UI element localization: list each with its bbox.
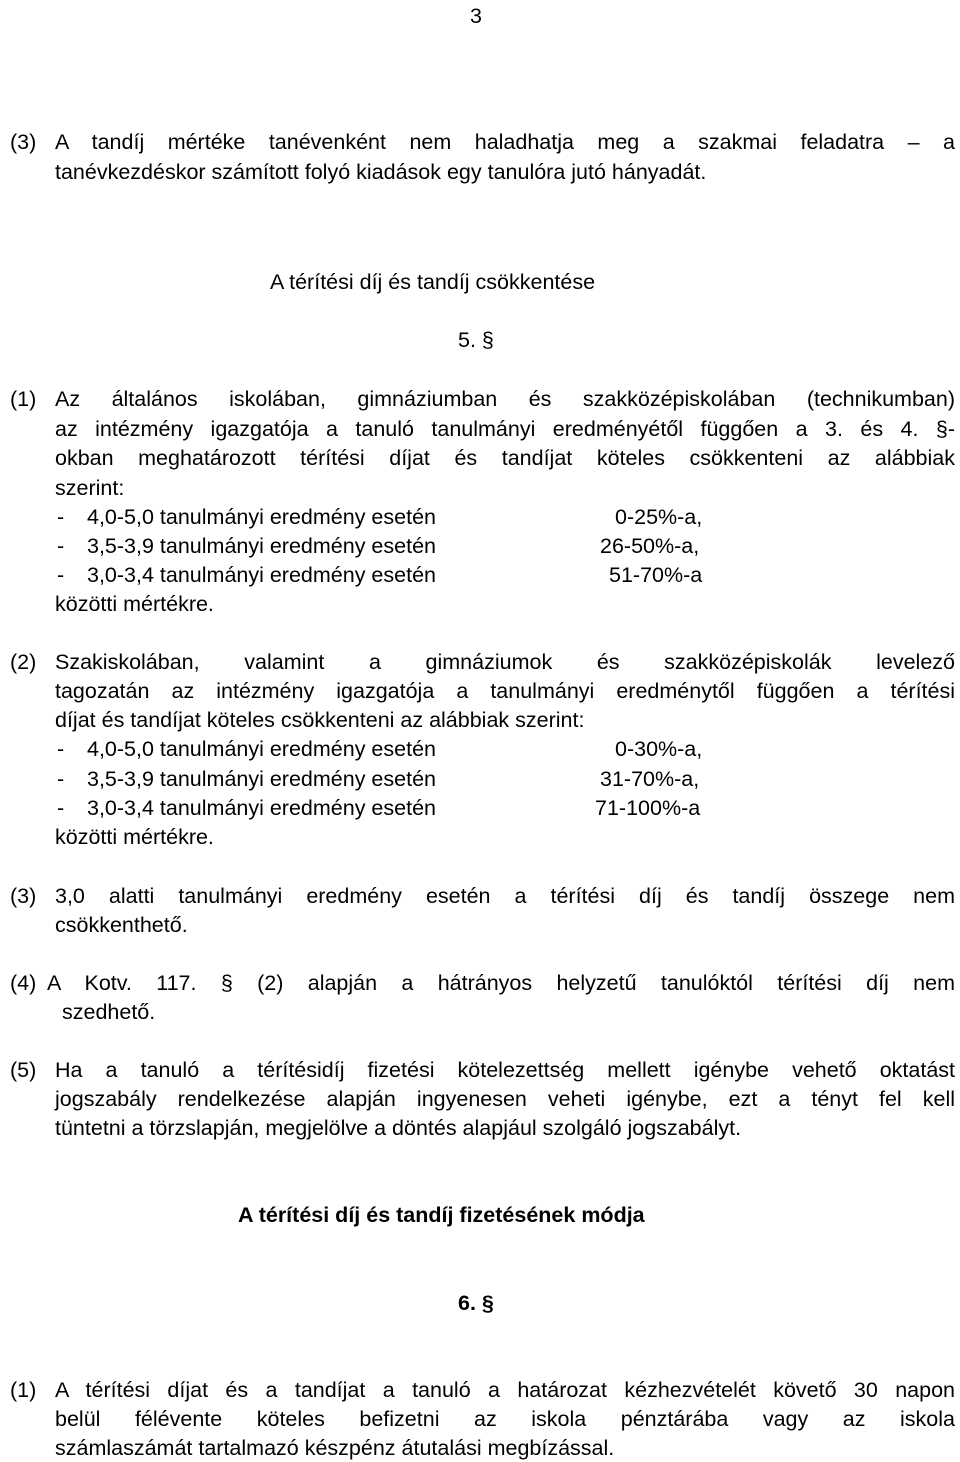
list-dash: - (57, 534, 65, 558)
list-item-label: 3,5-3,9 tanulmányi eredmény esetén (87, 767, 436, 791)
paragraph-number: (1) (10, 1378, 37, 1402)
paragraph-line: Ha a tanuló a térítésidíj fizetési kötelezettség mellett igénybe vehető oktatást (55, 1058, 955, 1082)
paragraph-line: A térítési díjat és a tandíjat a tanuló a határozat kézhezvételét követő 30 napon (55, 1378, 955, 1402)
paragraph-line: A Kotv. 117. § (2) alapján a hátrányos helyzetű tanulóktól térítési díj nem (47, 971, 955, 995)
paragraph-line: belül félévente köteles befizetni az iskola pénztárába vagy az iskola (55, 1407, 955, 1431)
paragraph-number: (5) (10, 1058, 37, 1082)
section-heading: A térítési díj és tandíj fizetésének módja (238, 1203, 645, 1227)
paragraph-line: okban meghatározott térítési díjat és tandíjat köteles csökkenteni az alábbiak (55, 446, 955, 470)
paragraph-number: (2) (10, 650, 37, 674)
paragraph-line: Szakiskolában, valamint a gimnáziumok és szakközépiskolák levelező (55, 650, 955, 674)
list-item-value: 51-70%-a (609, 563, 703, 587)
section-number: 6. § (458, 1291, 494, 1315)
list-item-label: 4,0-5,0 tanulmányi eredmény esetén (87, 737, 436, 761)
paragraph-line: 3,0 alatti tanulmányi eredmény esetén a térítési díj és tandíj összege nem (55, 884, 955, 908)
paragraph-line: tagozatán az intézmény igazgatója a tanulmányi eredménytől függően a térítési (55, 679, 955, 703)
list-item-label: 3,5-3,9 tanulmányi eredmény esetén (87, 534, 436, 558)
paragraph-line: tüntetni a törzslapján, megjelölve a döntés alapjául szolgáló jogszabályt. (55, 1116, 742, 1140)
list-dash: - (57, 505, 65, 529)
paragraph-number: (3) (10, 130, 37, 154)
list-item-label: 3,0-3,4 tanulmányi eredmény esetén (87, 563, 436, 587)
paragraph-line: Az általános iskolában, gimnáziumban és szakközépiskolában (technikumban) (55, 387, 955, 411)
paragraph-line: számlaszámát tartalmazó készpénz átutalási megbízással. (55, 1436, 615, 1460)
paragraph-line: tanévkezdéskor számított folyó kiadások egy tanulóra jutó hányadát. (55, 160, 707, 184)
list-item-value: 0-30%-a, (615, 737, 703, 761)
list-item-value: 0-25%-a, (615, 505, 703, 529)
list-item-label: 3,0-3,4 tanulmányi eredmény esetén (87, 796, 436, 820)
paragraph-line: A tandíj mértéke tanévenként nem haladhatja meg a szakmai feladatra – a (55, 130, 955, 154)
paragraph-line: az intézmény igazgatója a tanuló tanulmányi eredményétől függően a 3. és 4. §- (55, 417, 955, 441)
list-item-value: 71-100%-a (595, 796, 701, 820)
list-dash: - (57, 563, 65, 587)
page-number: 3 (470, 4, 482, 28)
paragraph-number: (3) (10, 884, 37, 908)
paragraph-line: díjat és tandíjat köteles csökkenteni az alábbiak szerint: (55, 708, 585, 732)
paragraph-line: jogszabály rendelkezése alapján ingyenesen veheti igénybe, ezt a tényt fel kell (55, 1087, 955, 1111)
paragraph-line: szerint: (55, 476, 125, 500)
list-item-label: 4,0-5,0 tanulmányi eredmény esetén (87, 505, 436, 529)
paragraph-line: szedhető. (62, 1000, 156, 1024)
paragraph-number: (4) (10, 971, 37, 995)
list-item-value: 26-50%-a, (600, 534, 700, 558)
list-item-value: 31-70%-a, (600, 767, 700, 791)
section-number: 5. § (458, 328, 494, 352)
section-heading: A térítési díj és tandíj csökkentése (270, 270, 596, 294)
list-dash: - (57, 737, 65, 761)
list-dash: - (57, 796, 65, 820)
list-dash: - (57, 767, 65, 791)
paragraph-line: közötti mértékre. (55, 592, 214, 616)
paragraph-line: közötti mértékre. (55, 825, 214, 849)
paragraph-number: (1) (10, 387, 37, 411)
paragraph-line: csökkenthető. (55, 913, 188, 937)
